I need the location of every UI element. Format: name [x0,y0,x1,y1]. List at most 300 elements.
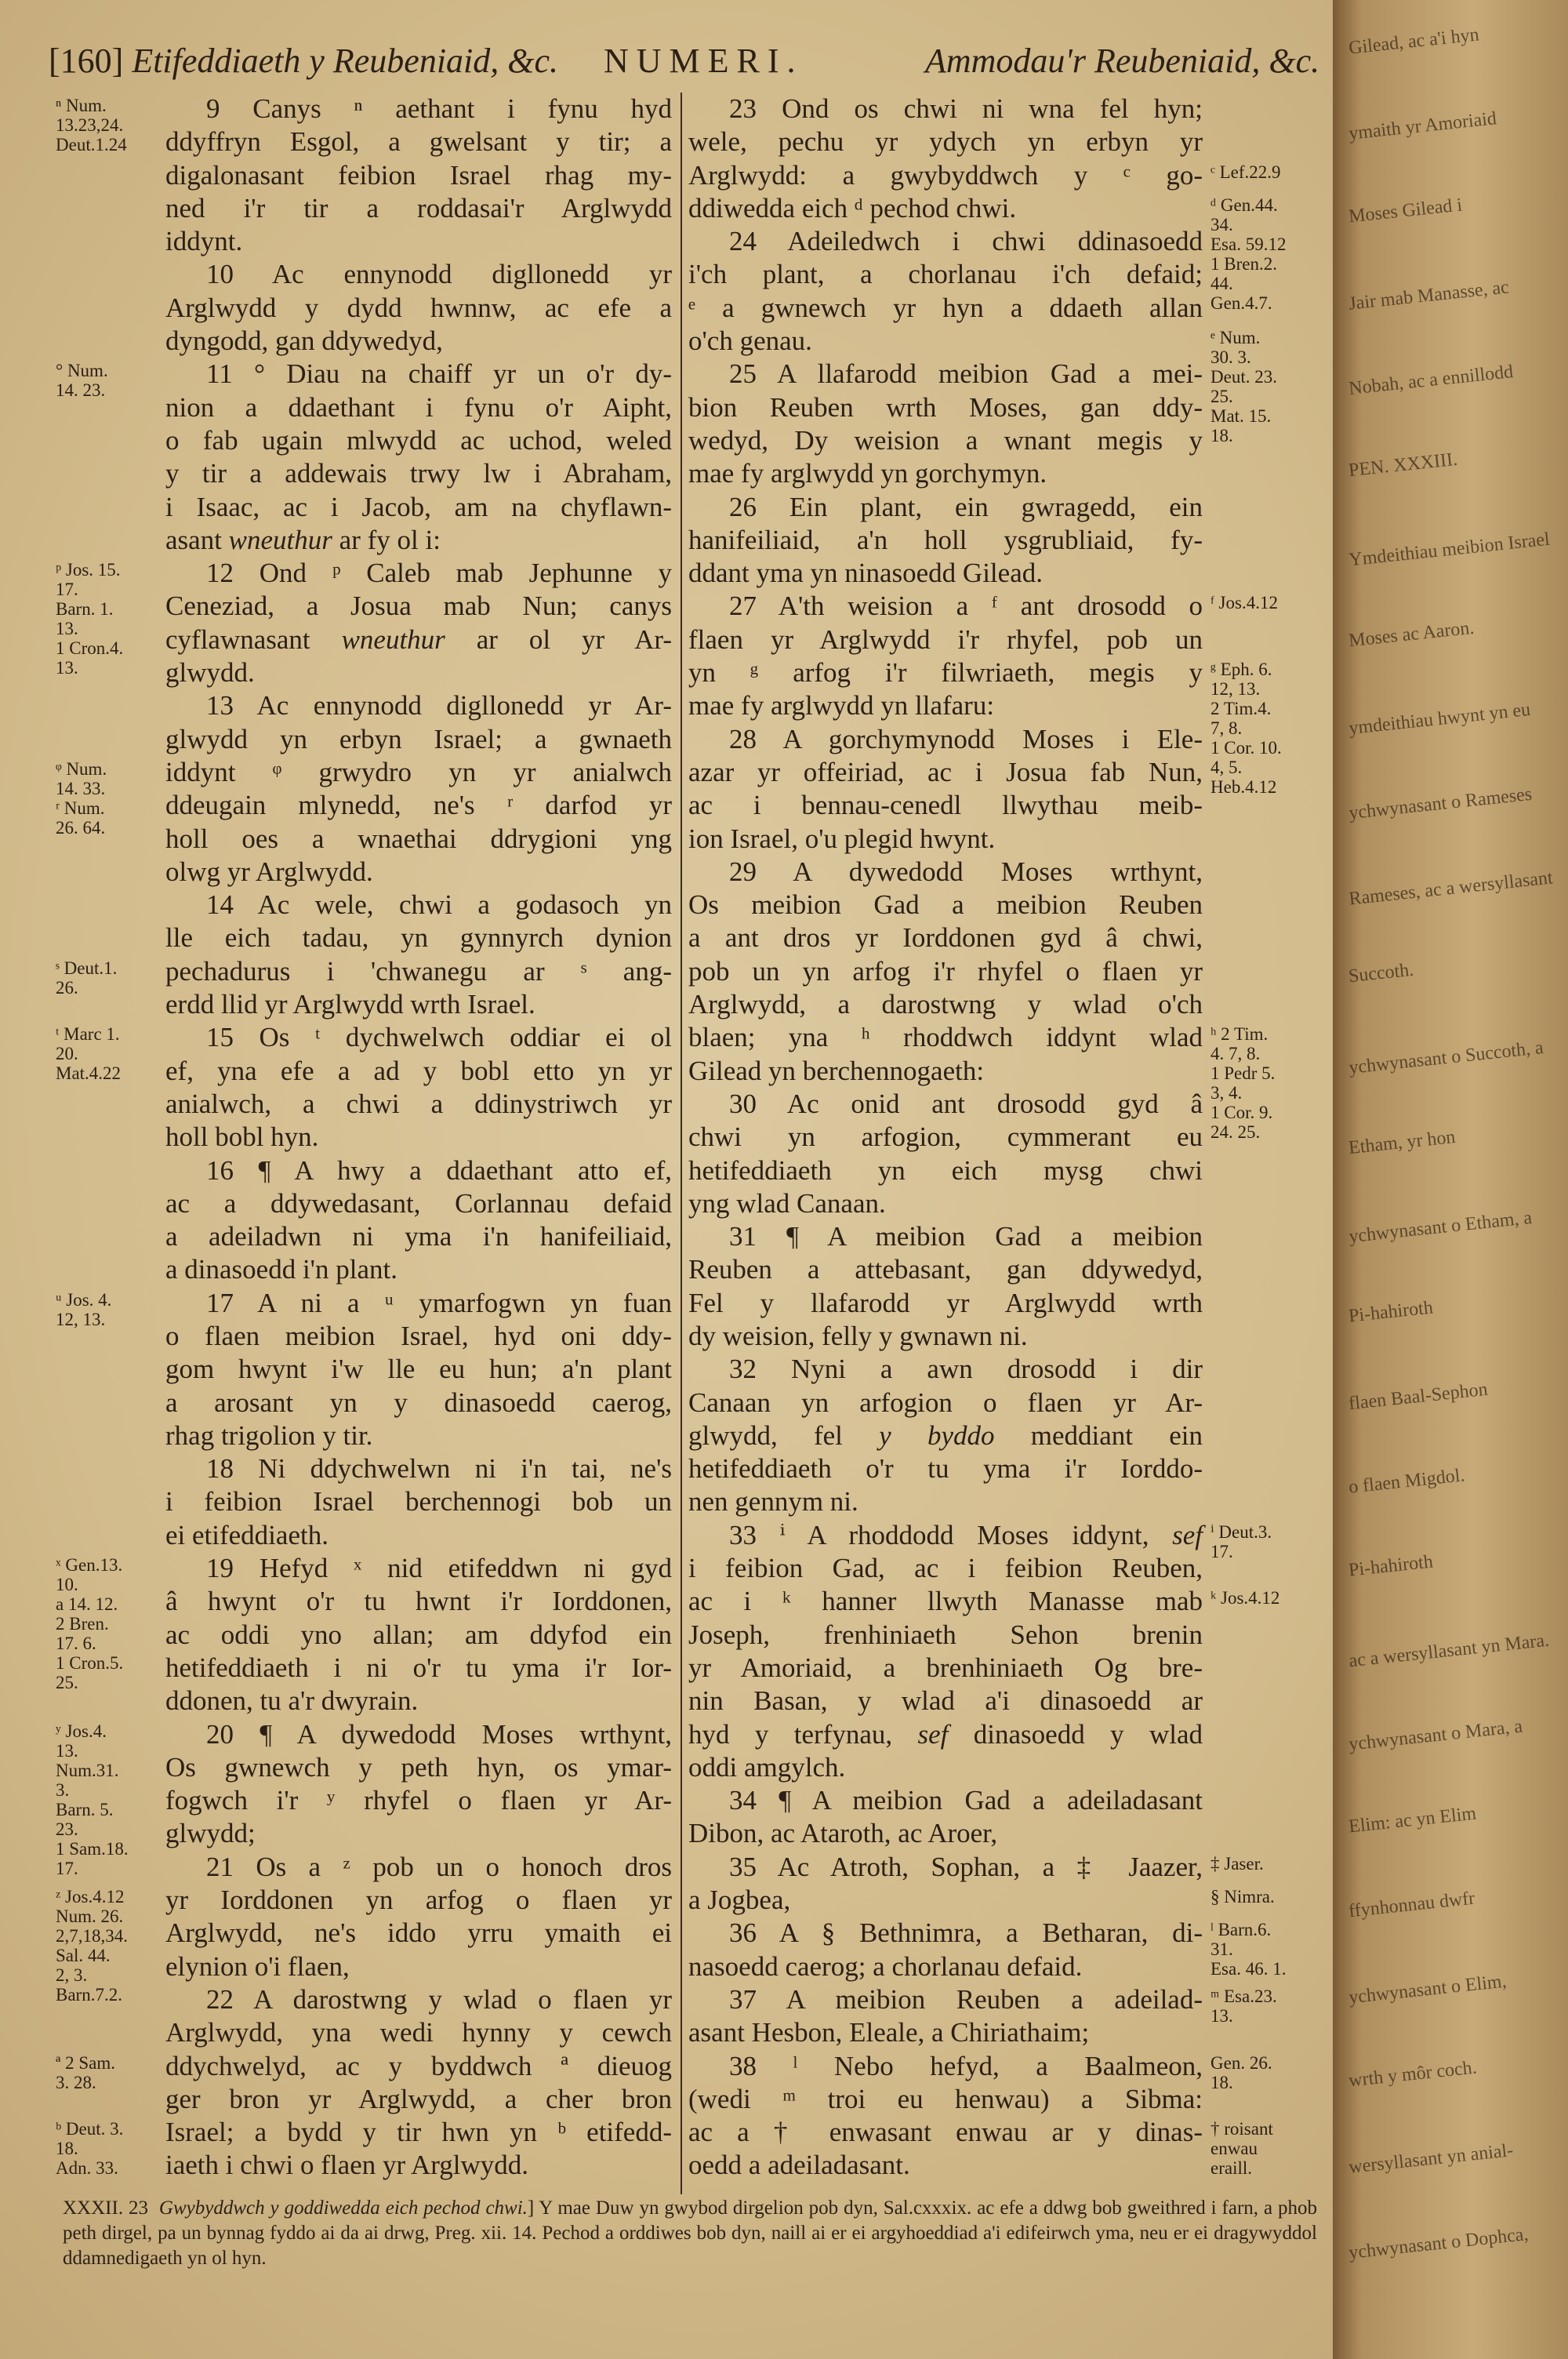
line-text: ddyffryn Esgol, a gwelsant y tir; a [165,126,672,158]
line-text: glwydd. [165,657,255,689]
line-text: 16 ¶ A hwy a ddaethant atto ef, [206,1154,672,1186]
text-line [688,1154,1203,1187]
line-text: pechadurus i 'chwanegu ar ˢ ang- [165,955,672,987]
line-text: 24 Adeiledwch i chwi ddinasoedd [729,226,1203,257]
text-line [688,1088,1203,1121]
italic-text: wneuthur [228,524,332,555]
text-line [165,159,672,192]
margin-reference-line: Num. 26. [56,1906,124,1927]
line-text: yng wlad Canaan. [688,1187,886,1219]
text-line [688,1519,1272,1561]
line-text: oddi amgylch. [688,1751,846,1783]
text-line [688,1353,1203,1386]
text-line [56,358,672,401]
text-line [688,1187,1203,1220]
line-text: fogwch i'r ʸ rhyfel o flaen yr Ar- [165,1785,672,1816]
line-text: 34 ¶ A meibion Gad a adeiladasant [729,1785,1203,1816]
text-line [688,590,1278,623]
margin-reference [56,2119,123,2178]
line-text: 12 Ond ᵖ Caleb mab Jephunne y [206,558,672,589]
line-text: oedd a adeiladasant. [688,2150,910,2181]
margin-reference-line: † roisant [1210,2119,1273,2139]
text-line [688,623,1203,656]
margin-reference [1210,1522,1272,1561]
line-text: 28 A gorchymynodd Moses i Ele- [729,723,1203,754]
margin-reference-line: 13. [56,619,78,639]
text-line [165,1751,672,1784]
line-text: yr Amoriaid, a brenhiniaeth Og bre- [688,1652,1203,1683]
text-line [688,524,1203,557]
text-line [56,955,672,998]
margin-reference-line: 26. 64. [56,817,106,838]
text-line [165,1320,672,1353]
margin-reference [56,1290,111,1329]
margin-reference-line: 3. [56,1779,70,1800]
line-text: 30 Ac onid ant drosodd gyd â [729,1088,1203,1119]
line-text: ion Israel, o'u plegid hwynt. [688,823,996,854]
text-line [165,1950,672,1983]
margin-reference-line: 1 Cron.4. [56,638,124,659]
text-line [688,823,1203,856]
line-text: asant [165,524,229,555]
margin-reference [56,1721,129,1878]
text-line [688,1851,1264,1884]
line-text: ar fy ol i: [332,524,441,555]
margin-reference-line: enwau [1210,2139,1258,2159]
margin-reference-line: 34. [1210,214,1233,234]
margin-reference [1210,1854,1264,1874]
margin-reference-line: 25. [56,1673,78,1693]
margin-reference-line: ⁿ Num. [56,96,107,115]
line-text: 20 ¶ A dywedodd Moses wrthynt, [206,1718,672,1750]
margin-reference-line: ᵍ Eph. 6. [1210,660,1272,680]
text-line [165,1387,672,1419]
line-text: 38 ˡ Nebo hefyd, a Baalmeon, [729,2050,1203,2081]
right-text-column [688,93,1287,2183]
text-line [165,1652,672,1685]
running-head-left [49,41,558,88]
margin-reference-line: ᵖ Jos. 15. [56,560,121,580]
text-line [688,2149,1203,2182]
margin-reference [56,958,117,998]
margin-reference-line: ᶠ Jos.4.12 [1210,593,1278,613]
margin-reference-line: Adn. 33. [56,2158,118,2179]
line-text: nion a ddaethant i fynu o'r Aipht, [165,391,672,423]
line-text: Reuben a attebasant, gan ddywedyd, [688,1254,1203,1285]
text-line [165,889,672,921]
margin-reference-line: Deut.1.24 [56,135,127,154]
line-text: rhag trigolion y tir. [165,1419,373,1451]
margin-reference-line: 30. 3. [1210,347,1251,368]
text-line [165,1419,672,1452]
line-text: ger bron yr Arglwydd, a cher bron [165,2083,672,2114]
text-line [165,1055,672,1088]
text-line [165,723,672,756]
running-title-left: Etifeddiaeth y Reubeniaid, &c. [132,42,559,80]
line-text: chwi yn arfogion, cymmerant eu [688,1121,1203,1153]
line-text: ddeugain mlynedd, ne's ʳ darfod yr [165,790,672,821]
line-text: lle eich tadau, yn gynnyrch dynion [165,922,672,954]
facing-page-edge [1333,0,1568,2359]
text-line [688,789,1203,822]
line-text: ac a ddywedasant, Corlannau defaid [165,1187,672,1219]
margin-reference [1210,328,1277,445]
margin-reference-line: 3, 4. [1210,1083,1243,1103]
footnote-quote: Gwybyddwch y goddiwedda eich pechod chwi. [158,2197,528,2219]
line-text: ef, yna efe a ad y bobl etto yn yr [165,1055,672,1086]
margin-reference-line: Barn.7.2. [56,1985,122,2005]
footnote [63,2196,1317,2271]
line-text: ned i'r tir a roddasai'r Arglwydd [165,192,672,224]
text-line [165,689,672,722]
text-line [688,258,1203,291]
margin-reference [1210,162,1281,182]
line-text: Arglwydd, ne's iddo yrru ymaith ei [165,1917,672,1949]
line-text: iddynt ᵠ grwydro yn yr anialwch [165,756,672,787]
text-line [688,225,1203,258]
text-line [165,1154,672,1187]
line-text: i feibion Gad, ac i feibion Reuben, [688,1553,1203,1584]
margin-reference-line: ʸ Jos.4. [56,1721,107,1741]
line-text: Arglwydd, a darostwng y wlad o'ch [688,989,1203,1020]
line-text: 10 Ac ennynodd digllonedd yr [206,259,672,290]
margin-reference-line: 2, 3. [56,1965,88,1986]
margin-reference [1210,1024,1275,1142]
line-text: glwydd yn erbyn Israel; a gwnaeth [165,723,672,754]
text-line [688,1320,1203,1353]
margin-reference-line: eraill. [1210,2158,1252,2179]
line-text: i Isaac, ac i Jacob, am na chyflawn- [165,491,672,522]
text-line [165,988,672,1021]
line-text: 29 A dywedodd Moses wrthynt, [729,856,1203,887]
margin-reference [56,361,108,400]
margin-reference [56,1555,123,1692]
text-line [688,292,1203,325]
line-text: glwydd, fel [688,1419,880,1451]
italic-text: sef [917,1718,949,1750]
line-text: glwydd; [165,1818,256,1849]
margin-reference-line: 18. [1210,2072,1233,2092]
line-text: 37 A meibion Reuben a adeilad- [729,1983,1203,2015]
margin-reference [56,759,107,838]
facing-page-fragment: Rameses, ac a wersyllasant [1348,867,1554,910]
text-line [165,1088,672,1121]
text-line [165,524,672,557]
line-text: 17 A ni a ᵘ ymarfogwn yn fuan [206,1287,672,1318]
facing-page-fragment: ychwynasant o Etham, a [1348,1207,1534,1248]
facing-page-fragment: Etham, yr hon [1347,1126,1457,1159]
facing-page-fragment: flaen Baal-Sephon [1348,1379,1489,1415]
line-text: nin Basan, y wlad a'i dinasoedd ar [688,1685,1203,1717]
line-text: pob un yn arfog i'r rhyfel o flaen yr [688,955,1203,987]
margin-reference-line: 13. [1210,2005,1233,2026]
line-text: i'ch plant, a chorlanau i'ch defaid; [688,259,1203,290]
text-line [165,1121,672,1154]
line-text: yr Iorddonen yn arfog o flaen yr [165,1885,672,1916]
text-line [165,656,672,689]
margin-reference-line: 17. [56,580,78,600]
margin-reference-line: 3. 28. [56,2072,96,2092]
line-text: o flaen meibion Israel, hyd oni ddy- [165,1320,672,1351]
text-line [688,1452,1203,1485]
margin-reference-line: 10. [56,1575,78,1595]
margin-reference-line: 7, 8. [1210,718,1243,739]
line-text: ddiwedda eich ᵈ pechod chwi. [688,192,1017,224]
margin-reference-line: Sal. 44. [56,1946,111,1966]
text-line [688,1718,1203,1751]
text-line [165,491,672,524]
line-text: a arosant yn y dinasoedd caerog, [165,1387,672,1418]
margin-reference-line: 18. [56,2139,78,2159]
margin-reference-line: 1 Sam.18. [56,1838,129,1859]
margin-reference-line: ᵠ Num. [56,758,107,779]
line-text: Dibon, ac Ataroth, ac Aroer, [688,1818,998,1849]
facing-page-fragment: Elim: ac yn Elim [1348,1803,1478,1837]
line-text: 32 Nyni a awn drosodd i dir [729,1354,1203,1385]
line-text: 11 ° Diau na chaiff yr un o'r dy- [206,358,672,390]
margin-reference [1210,1887,1275,1906]
text-line [688,2016,1203,2049]
italic-text: wneuthur [341,623,445,655]
margin-reference-line: Gen.4.7. [1210,293,1272,313]
line-text: 36 A § Bethnimra, a Betharan, di- [729,1917,1203,1949]
line-text: erdd llid yr Arglwydd wrth Israel. [165,989,535,1020]
text-line [688,1121,1203,1154]
margin-reference-line: 4, 5. [1210,758,1243,778]
facing-page-fragment: ffynhonnau dwfr [1348,1888,1476,1922]
text-line [688,723,1203,756]
margin-reference-line: 2 Tim.4. [1210,699,1272,719]
text-line [165,1353,672,1386]
margin-reference-line: ‡ Jaser. [1210,1853,1264,1874]
text-line [688,159,1281,192]
margin-reference-line: Gen. 26. [1210,2052,1272,2073]
line-text: nen gennym ni. [688,1486,858,1518]
margin-reference-line: Deut. 23. [1210,367,1277,387]
margin-reference-line: 1 Cor. 9. [1210,1103,1273,1123]
text-line [165,1585,672,1618]
margin-reference-line: 31. [1210,1939,1233,1960]
margin-reference-line: ᵗ Marc 1. [56,1024,120,1045]
line-text: 22 A darostwng y wlad o flaen yr [206,1983,672,2015]
text-line [165,921,672,954]
facing-page-fragment: Moses Gilead i [1347,194,1464,227]
text-line [688,457,1203,490]
facing-page-fragment: Gilead, ac a'i hyn [1348,24,1480,59]
margin-reference [56,2053,115,2092]
margin-reference-line: 26. [56,977,78,998]
line-text: 26 Ein plant, ein gwragedd, ein [729,491,1203,522]
margin-reference-line: ᵇ Deut. 3. [56,2119,124,2139]
text-line [688,1784,1203,1817]
line-text: a ant dros yr Iorddonen gyd â chwi, [688,922,1203,954]
italic-text: sef [1172,1519,1203,1550]
margin-reference-line: 1 Cron.5. [56,1653,124,1674]
margin-reference-line: Mat.4.22 [56,1063,122,1084]
line-text: Arglwydd, yna wedi hynny y cewch [165,2017,672,2048]
book-title: NUMERI. [604,42,804,80]
margin-reference-line: 24. 25. [1210,1122,1261,1143]
facing-page-fragment: Nobah, ac a ennillodd [1348,362,1515,399]
page-number: [160] [49,42,124,80]
line-text: 18 Ni ddychwelwn ni i'n tai, ne's [206,1453,672,1485]
line-text: ddant yma yn ninasoedd Gilead. [688,558,1043,589]
margin-reference-line: Esa. 59.12 [1210,234,1287,254]
text-line [165,823,672,856]
text-line [165,789,672,822]
text-line [688,1685,1203,1717]
text-line [165,192,672,225]
text-line [165,2016,672,2049]
margin-reference-line: 4. 7, 8. [1210,1044,1261,1064]
facing-page-fragment: PEN. XXXIII. [1347,449,1459,482]
margin-reference-line: ° Num. [56,361,108,381]
text-line [688,856,1203,889]
line-text: 23 Ond os chwi ni wna fel hyn; [729,93,1203,124]
line-text: 21 Os a ᶻ pob un o honoch dros [206,1851,672,1882]
line-text: nasoedd caerog; a chorlanau defaid. [688,1950,1083,1982]
text-line [688,1552,1203,1585]
text-line [688,1485,1203,1518]
facing-page-fragment: ymaith yr Amoriaid [1348,108,1498,144]
margin-reference-line: 17. 6. [56,1634,96,1654]
facing-page-fragment: ychwynasant o Succoth, a [1348,1038,1544,1078]
line-text: a adeiladwn ni yma i'n hanifeiliaid, [165,1221,672,1252]
margin-reference-line: ᵘ Jos. 4. [56,1289,112,1310]
facing-page-fragment: o flaen Migdol. [1347,1465,1466,1498]
text-line [165,1485,672,1518]
margin-reference-line: Barn. 1. [56,599,114,620]
text-line [688,1287,1203,1320]
line-text: holl oes a wnaethai ddrygioni yng [165,823,672,854]
text-line [165,292,672,325]
line-text: 9 Canys ⁿ aethant i fynu hyd [206,93,672,124]
margin-reference [1210,1986,1277,2026]
line-text: gom hwynt i'w lle eu hun; a'n plant [165,1354,672,1385]
margin-reference-line: ª 2 Sam. [56,2052,115,2073]
line-text: digalonasant feibion Israel rhag my- [165,159,672,191]
text-line [688,358,1203,391]
margin-reference-line: 12, 13. [56,1309,106,1329]
text-line [165,1917,672,1950]
text-line [688,557,1203,590]
margin-reference-line: a 14. 12. [56,1594,118,1615]
margin-reference [1210,1588,1279,1608]
facing-page-fragment: ychwynasant o Dophca, [1348,2224,1530,2263]
line-text: Os meibion Gad a meibion Reuben [688,889,1203,921]
margin-reference-line: 1 Bren.2. [1210,253,1277,274]
text-line [165,1220,672,1253]
text-line [688,424,1203,457]
line-text: ac a † enwasant enwau ar y dinas- [688,2117,1203,2148]
facing-page-fragment: Jair mab Manasse, ac [1348,277,1511,314]
line-text: anialwch, a chwi a ddinystriwch yr [165,1088,672,1119]
text-line [688,491,1203,524]
text-line [688,1055,1203,1088]
facing-page-fragment: wrth y môr coch. [1348,2057,1478,2092]
line-text: ac oddi yno allan; am ddyfod ein [165,1619,672,1650]
line-text: wedyd, Dy weision a wnant megis y [688,424,1203,456]
line-text: 13 Ac ennynodd digllonedd yr Ar- [206,690,672,722]
text-line [165,424,672,457]
margin-reference-line: 13.23,24. [56,115,124,135]
margin-reference [1210,660,1282,797]
margin-reference-line: 14. 23. [56,380,106,401]
margin-reference-line: 12, 13. [1210,679,1261,700]
margin-reference-line: 13. [56,658,78,678]
margin-reference-line: ˡ Barn.6. [1210,1920,1272,1940]
text-line [688,125,1203,158]
line-text: mae fy arglwydd yn gorchymyn. [688,458,1047,489]
text-line [165,225,672,258]
margin-reference-line: 2,7,18,34. [56,1926,128,1946]
line-text: Joseph, frenhiniaeth Sehon brenin [688,1619,1203,1650]
line-text: dyngodd, gan ddywedyd, [165,325,443,357]
text-line [688,955,1203,988]
text-line [165,1187,672,1220]
text-line [165,1519,672,1552]
line-text: azar yr offeiriad, ac i Josua fab Nun, [688,756,1203,787]
line-text: ei etifeddiaeth. [165,1519,328,1550]
text-line [165,1817,672,1850]
line-text: 31 ¶ A meibion Gad a meibion [729,1221,1203,1252]
line-text: hyd y terfynau, [688,1718,918,1750]
line-text: hetifeddiaeth i ni o'r tu yma i'r Ior- [165,1652,672,1683]
text-line [688,1751,1203,1784]
line-text: i feibion Israel berchennogi bob un [165,1486,672,1518]
text-line [165,590,672,623]
text-line [688,1652,1203,1685]
margin-reference-line: Num.31. [56,1760,119,1780]
line-text: asant Hesbon, Eleale, a Chiriathaim; [688,2017,1090,2048]
left-text-column [56,93,672,2183]
line-text: iaeth i chwi o flaen yr Arglwydd. [165,2150,528,2181]
margin-reference-line: ᶜ Lef.22.9 [1210,162,1281,182]
margin-reference [56,1024,121,1083]
margin-reference-line: 17. [56,1858,78,1878]
running-title-right: Ammodau'r Reubeniaid, &c. [925,42,1320,80]
line-text: mae fy arglwydd yn llafaru: [688,690,995,722]
line-text: cyflawnasant [165,623,342,655]
text-line [688,988,1203,1021]
line-text: hanifeiliaid, a'n holl ysgrubliaid, fy- [688,524,1203,555]
line-text: ar ol yr Ar- [445,623,672,655]
margin-reference [1210,593,1278,612]
line-text: bion Reuben wrth Moses, gan ddy- [688,391,1203,423]
line-text: Canaan yn arfogion o flaen yr Ar- [688,1387,1203,1418]
line-text: y tir a addewais trwy lw i Abraham, [165,458,672,489]
line-text: blaen; yna ʰ rhoddwch iddynt wlad [688,1022,1203,1053]
line-text: 14 Ac wele, chwi a godasoch yn [206,889,672,921]
margin-reference-line: 14. 33. [56,778,106,798]
text-line [688,1220,1203,1253]
text-line [165,1983,672,2016]
margin-reference-line: 20. [56,1044,78,1064]
margin-reference-line: ᵐ Esa.23. [1210,1986,1277,2006]
text-line [688,2050,1272,2092]
running-head-right [925,41,1319,88]
text-line [688,1585,1280,1618]
line-text: a dinasoedd i'n plant. [165,1254,397,1285]
margin-reference-line: ᵉ Num. [1210,328,1261,348]
margin-reference-line: ʳ Num. [56,798,105,818]
line-text: Fel y llafarodd yr Arglwydd wrth [688,1287,1203,1318]
facing-page-fragment: ychwynasant o Mara, a [1348,1716,1524,1755]
margin-reference-line: Esa. 46. 1. [1210,1959,1287,1979]
margin-reference-line: 44. [1210,273,1233,293]
text-line [165,1851,672,1884]
text-line [688,689,1203,722]
